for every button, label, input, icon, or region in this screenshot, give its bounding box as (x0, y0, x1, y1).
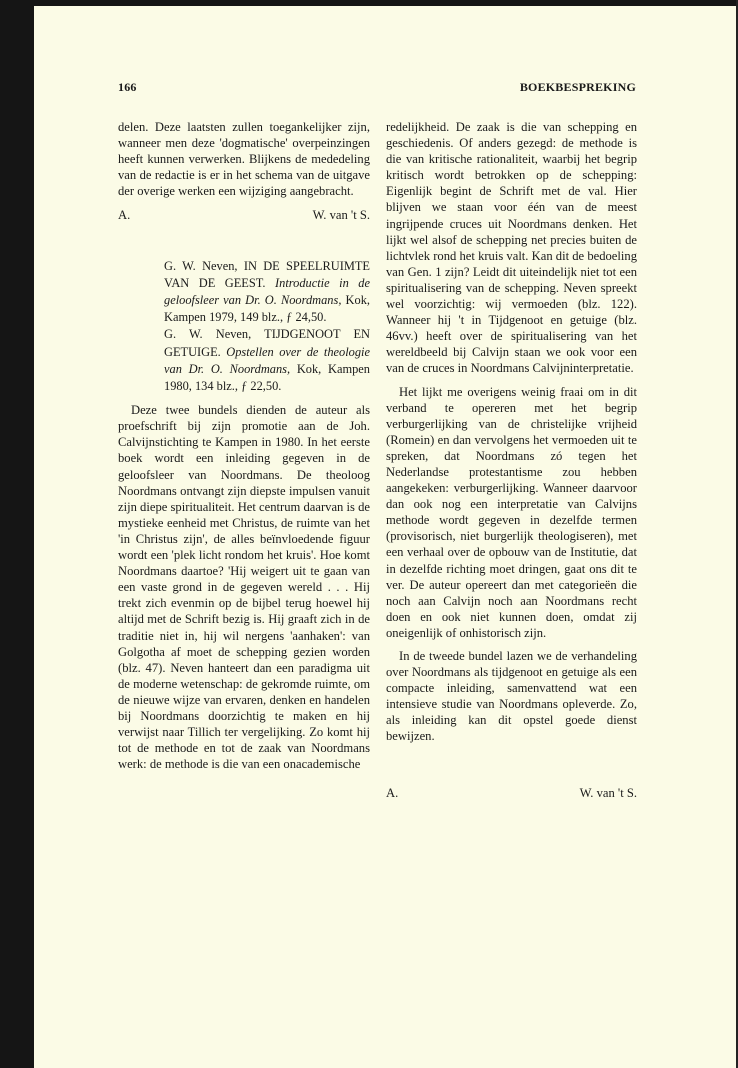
review-heading (164, 258, 370, 396)
review-paragraph-2: Het lijkt me overigens weinig fraai om in dit verband te opereren met het begrip verburgerlijking van de christelijke vrijheid (Romein) en dan vervolgens het vermoeden uit te spreken, dat Noordmans zó tegen het Nederlandse protestantisme zou hebben aangekeken: verburgerlijking. Wanneer daarvoor dan ook nog een interpretatie van Calvijns methode wordt gegeven in dezelfde termen (provisorisch, niet burgerlijk theologiseren), met een verhaal over de opbouw van de Institutie, dat in dezelfde richting moet dringen, gaat ons dit te ver. De auteur opereert dan met categorieën die noch aan Calvijn noch aan Noordmans recht doen en ook niet kunnen doen, omdat zij oneigenlijk of onhistorisch zijn. (386, 384, 637, 640)
review-paragraph-3: In de tweede bundel lazen we de verhandeling over Noordmans als tijdgenoot en getuige als een compacte inleiding, samenvattend wat een intensieve studie van Noordmans opleverde. Zo, als inleiding kan dit opstel goede dienst bewijzen. (386, 649, 637, 744)
book-1-publisher: Kok, Kampen 1979, 149 blz., ƒ 24,50. (164, 292, 370, 325)
page-number: 166 (118, 80, 137, 94)
running-head: BOEKBESPREKING (519, 80, 636, 94)
signature-initial: A. (118, 208, 131, 223)
continuation-paragraph: delen. Deze laatsten zullen toegankelijker zijn, wanneer men deze 'dogmatische' overpeinzingen heeft kunnen verwerken. Blijkens de mededeling van de redactie is er in het schema van de uitgave der overige werken een wijziging aangebracht. (118, 120, 370, 199)
signature (118, 207, 370, 223)
signature-initial: A. (386, 785, 399, 800)
review-paragraph-1: redelijkheid. De zaak is die van schepping en geschiedenis. Of anders gezegd: de methode is die van kritische rationaliteit, waarbij het begrip kritisch wordt betrokken op de schepping: Eigenlijk begint de Schrift met de val. Hier blijven we staan voor één van de meest ingrijpende cruces uit Noordmans denken. Het lijkt wel alsof de schepping net precies buiten de lichtvlek rond het kruis valt. Kan dit de bedoeling van Gen. 1 zijn? Leidt dit uiteindelijk niet tot een spiritualisering van de schepping. Neven spreekt wel voorzichtig: wij vermoeden (blz. 122). Wanneer hij 't in Tijdgenoot en getuige (blz. 46vv.) heeft over de spiritualisering van het wereldbeeld bij Calvijn staan we ook voor een van de cruces in Noordmans Calvijninterpretatie. (386, 120, 637, 376)
signature-name: W. van 't S. (579, 785, 637, 800)
left-column (118, 119, 370, 772)
right-column (386, 119, 637, 801)
signature-name: W. van 't S. (312, 208, 370, 223)
book-2-author-title: G. W. Neven, TIJDGENOOT EN GETUIGE. (164, 327, 370, 359)
book-1-author-title: G. W. Neven, IN DE SPEELRUIMTE VAN DE GEEST. (164, 258, 370, 290)
book-2-publisher: Kok, Kampen 1980, 134 blz., ƒ 22,50. (164, 361, 370, 393)
signature (386, 785, 637, 801)
book-entry-1 (164, 258, 370, 327)
scan-edge-top (0, 0, 738, 6)
review-body-paragraph: Deze twee bundels dienden de auteur als proefschrift bij zijn promotie aan de Joh. Calvijnstichting te Kampen in 1980. In het eerste boek wordt een inleiding gegeven in de geloofsleer van Noordmans. De theoloog Noordmans ontvangt zijn diepste impulsen vanuit zijn diepe spiritualiteit. Het centrum daarvan is de mystieke eenheid met Christus, de ruimte van het 'in Christus zijn', de alles beïnvloedende figuur wordt een 'plek licht rondom het kruis'. Hoe komt Noordmans daartoe? 'Hij weigert uit te gaan van een vaste grond in de gegeven wereld . . . Hij trekt zich evenmin op de bijbel terug hoewel hij altijd met de Schrift bezig is. Hij graaft zich in de traditie niet in, hij wil nergens 'aanhaken': van Golgotha af moet de schepping gezien worden (blz. 47). Neven hanteert dan een paradigma uit de moderne wetenschap: de gekromde ruimte, om de nieuwe wijze van ervaren, denken en handelen bij Noordmans doorzichtig te maken en hij verwijst naar Tillich ter vergelijking. Zo komt hij tot de methode en tot de zaak van Noordmans werk: de methode is die van een onacademische (118, 403, 370, 772)
book-2-subtitle: Opstellen over de theologie van Dr. O. Noordmans, (164, 344, 370, 376)
book-1-subtitle: Introductie in de geloofsleer van Dr. O. Noordmans, (164, 275, 370, 307)
book-entry-2 (164, 326, 370, 395)
scan-edge-left (0, 0, 34, 1068)
